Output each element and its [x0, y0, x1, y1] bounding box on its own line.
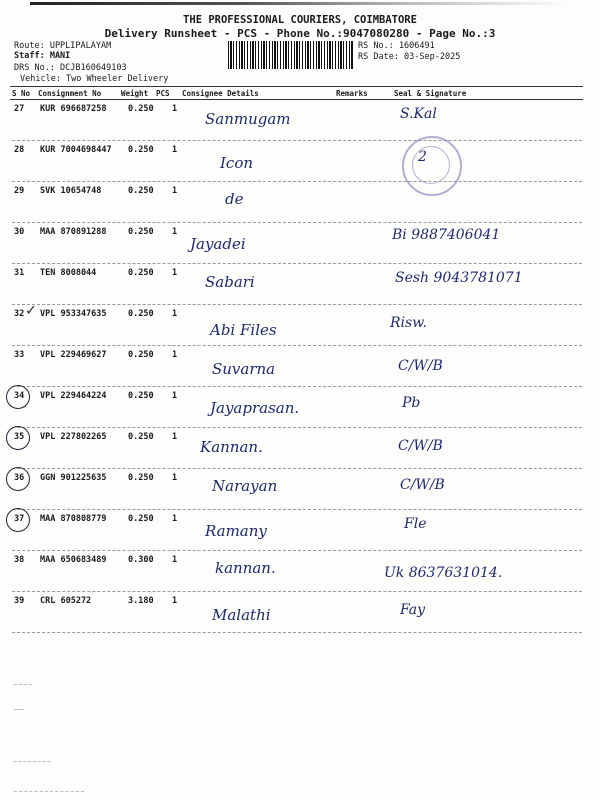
- staff-field: Staff: MANI: [14, 51, 71, 61]
- col-sno: S No: [12, 89, 31, 98]
- bottom-dash: [14, 684, 32, 685]
- row-pcs: 1: [172, 309, 178, 319]
- row-separator: [12, 632, 582, 633]
- table-row: [0, 428, 600, 469]
- col-pcs: PCS: [156, 89, 170, 98]
- handwritten-consignee: Malathi: [212, 606, 271, 624]
- row-pcs: 1: [172, 596, 178, 606]
- row-pcs: 1: [172, 432, 178, 442]
- bottom-dash: [14, 709, 24, 710]
- row-consignment: GGN 901225635: [40, 473, 107, 483]
- row-consignment: MAA 870808779: [40, 514, 107, 524]
- row-sno: 32: [14, 309, 25, 319]
- row-sno: 36: [14, 473, 25, 483]
- table-row: [0, 182, 600, 223]
- handwritten-consignee: Ramany: [205, 522, 267, 540]
- row-weight: 0.250: [128, 514, 154, 524]
- table-row: [0, 264, 600, 305]
- table-row: [0, 305, 600, 346]
- check-mark: ✓: [26, 300, 36, 319]
- barcode: [228, 41, 354, 69]
- row-sno: 34: [14, 391, 25, 401]
- row-consignment: KUR 7004698447: [40, 145, 112, 155]
- handwritten-signature: Risw.: [390, 315, 427, 331]
- col-weight: Weight: [121, 89, 149, 98]
- row-weight: 0.250: [128, 309, 154, 319]
- row-consignment: VPL 953347635: [40, 309, 107, 319]
- handwritten-signature: Fle: [404, 516, 427, 532]
- handwritten-consignee: Jayadei: [190, 235, 246, 253]
- row-pcs: 1: [172, 473, 178, 483]
- row-sno: 33: [14, 350, 25, 360]
- row-sno: 31: [14, 268, 25, 278]
- row-consignment: MAA 650683489: [40, 555, 107, 565]
- delivery-stamp: [402, 136, 462, 196]
- handwritten-consignee: Icon: [220, 154, 254, 172]
- drs-field: DRS No.: DCJB160649103: [14, 63, 127, 73]
- table-row: [0, 387, 600, 428]
- row-weight: 0.250: [128, 268, 154, 278]
- handwritten-consignee: Jayaprasan.: [210, 399, 300, 417]
- route-field: Route: UPPLIPALAYAM: [14, 41, 112, 51]
- row-sno: 29: [14, 186, 25, 196]
- sno-circle-mark: [6, 385, 30, 409]
- row-consignment: VPL 229464224: [40, 391, 107, 401]
- sno-circle-mark: [6, 467, 30, 491]
- row-weight: 0.250: [128, 350, 154, 360]
- row-consignment: KUR 696687258: [40, 104, 107, 114]
- row-consignment: VPL 229469627: [40, 350, 107, 360]
- row-pcs: 1: [172, 391, 178, 401]
- row-sno: 38: [14, 555, 25, 565]
- handwritten-consignee: Sabari: [205, 273, 255, 291]
- sno-circle-mark: [6, 508, 30, 532]
- handwritten-signature: Pb: [402, 395, 421, 411]
- table-row: [0, 469, 600, 510]
- handwritten-signature: S.Kal: [400, 106, 437, 122]
- row-weight: 0.250: [128, 104, 154, 114]
- row-sno: 39: [14, 596, 25, 606]
- bottom-dash: [14, 791, 84, 792]
- handwritten-consignee: Kannan.: [200, 438, 263, 456]
- row-pcs: 1: [172, 186, 178, 196]
- row-consignment: CRL 605272: [40, 596, 92, 606]
- handwritten-consignee: Narayan: [212, 477, 278, 495]
- row-weight: 0.250: [128, 227, 154, 237]
- row-pcs: 1: [172, 514, 178, 524]
- col-seal-signature: Seal & Signature: [394, 89, 467, 98]
- sno-circle-mark: [6, 426, 30, 450]
- row-pcs: 1: [172, 104, 178, 114]
- handwritten-signature: C/W/B: [398, 438, 443, 454]
- table-row: [0, 510, 600, 551]
- row-sno: 35: [14, 432, 25, 442]
- row-sno: 28: [14, 145, 25, 155]
- top-scan-line: [30, 2, 570, 5]
- row-pcs: 1: [172, 145, 178, 155]
- row-sno: 27: [14, 104, 25, 114]
- row-weight: 0.300: [128, 555, 154, 565]
- handwritten-consignee: Sanmugam: [205, 110, 291, 128]
- col-consignment: Consignment No: [38, 89, 102, 98]
- row-weight: 0.250: [128, 145, 154, 155]
- handwritten-signature: C/W/B: [398, 358, 443, 374]
- row-weight: 0.250: [128, 473, 154, 483]
- handwritten-consignee: de: [225, 190, 244, 208]
- row-pcs: 1: [172, 350, 178, 360]
- row-pcs: 1: [172, 555, 178, 565]
- handwritten-signature: Uk 8637631014.: [384, 565, 503, 581]
- company-title: THE PROFESSIONAL COURIERS, COIMBATORE: [183, 14, 417, 26]
- handwritten-signature: C/W/B: [400, 477, 445, 493]
- row-sno: 37: [14, 514, 25, 524]
- table-row: [0, 592, 600, 633]
- vehicle-field: Vehicle: Two Wheeler Delivery: [20, 74, 169, 84]
- handwritten-consignee: kannan.: [215, 559, 276, 577]
- row-weight: 0.250: [128, 432, 154, 442]
- handwritten-consignee: Abi Files: [210, 321, 277, 339]
- rs-date: RS Date: 03-Sep-2025: [358, 52, 461, 62]
- row-weight: 0.250: [128, 391, 154, 401]
- col-remarks: Remarks: [336, 89, 368, 98]
- row-pcs: 1: [172, 227, 178, 237]
- row-consignment: TEN 8008044: [40, 268, 97, 278]
- handwritten-signature: 2: [418, 149, 427, 165]
- table-row: [0, 100, 600, 141]
- row-sno: 30: [14, 227, 25, 237]
- header-top-rule: [10, 86, 583, 87]
- table-row: [0, 551, 600, 592]
- row-consignment: SVK 10654748: [40, 186, 102, 196]
- row-weight: 3.180: [128, 596, 154, 606]
- handwritten-signature: Sesh 9043781071: [395, 270, 523, 286]
- bottom-dash: [14, 761, 50, 762]
- row-consignment: VPL 227802265: [40, 432, 107, 442]
- handwritten-consignee: Suvarna: [212, 360, 276, 378]
- row-weight: 0.250: [128, 186, 154, 196]
- handwritten-signature: Fay: [400, 602, 426, 618]
- table-row: [0, 223, 600, 264]
- runsheet-subtitle: Delivery Runsheet - PCS - Phone No.:9047080280 - Page No.:3: [104, 27, 496, 40]
- table-row: [0, 141, 600, 182]
- col-consignee-details: Consignee Details: [182, 89, 259, 98]
- row-consignment: MAA 870891288: [40, 227, 107, 237]
- rs-number: RS No.: 1606491: [358, 41, 435, 51]
- table-row: [0, 346, 600, 387]
- row-pcs: 1: [172, 268, 178, 278]
- handwritten-signature: Bi 9887406041: [392, 227, 501, 243]
